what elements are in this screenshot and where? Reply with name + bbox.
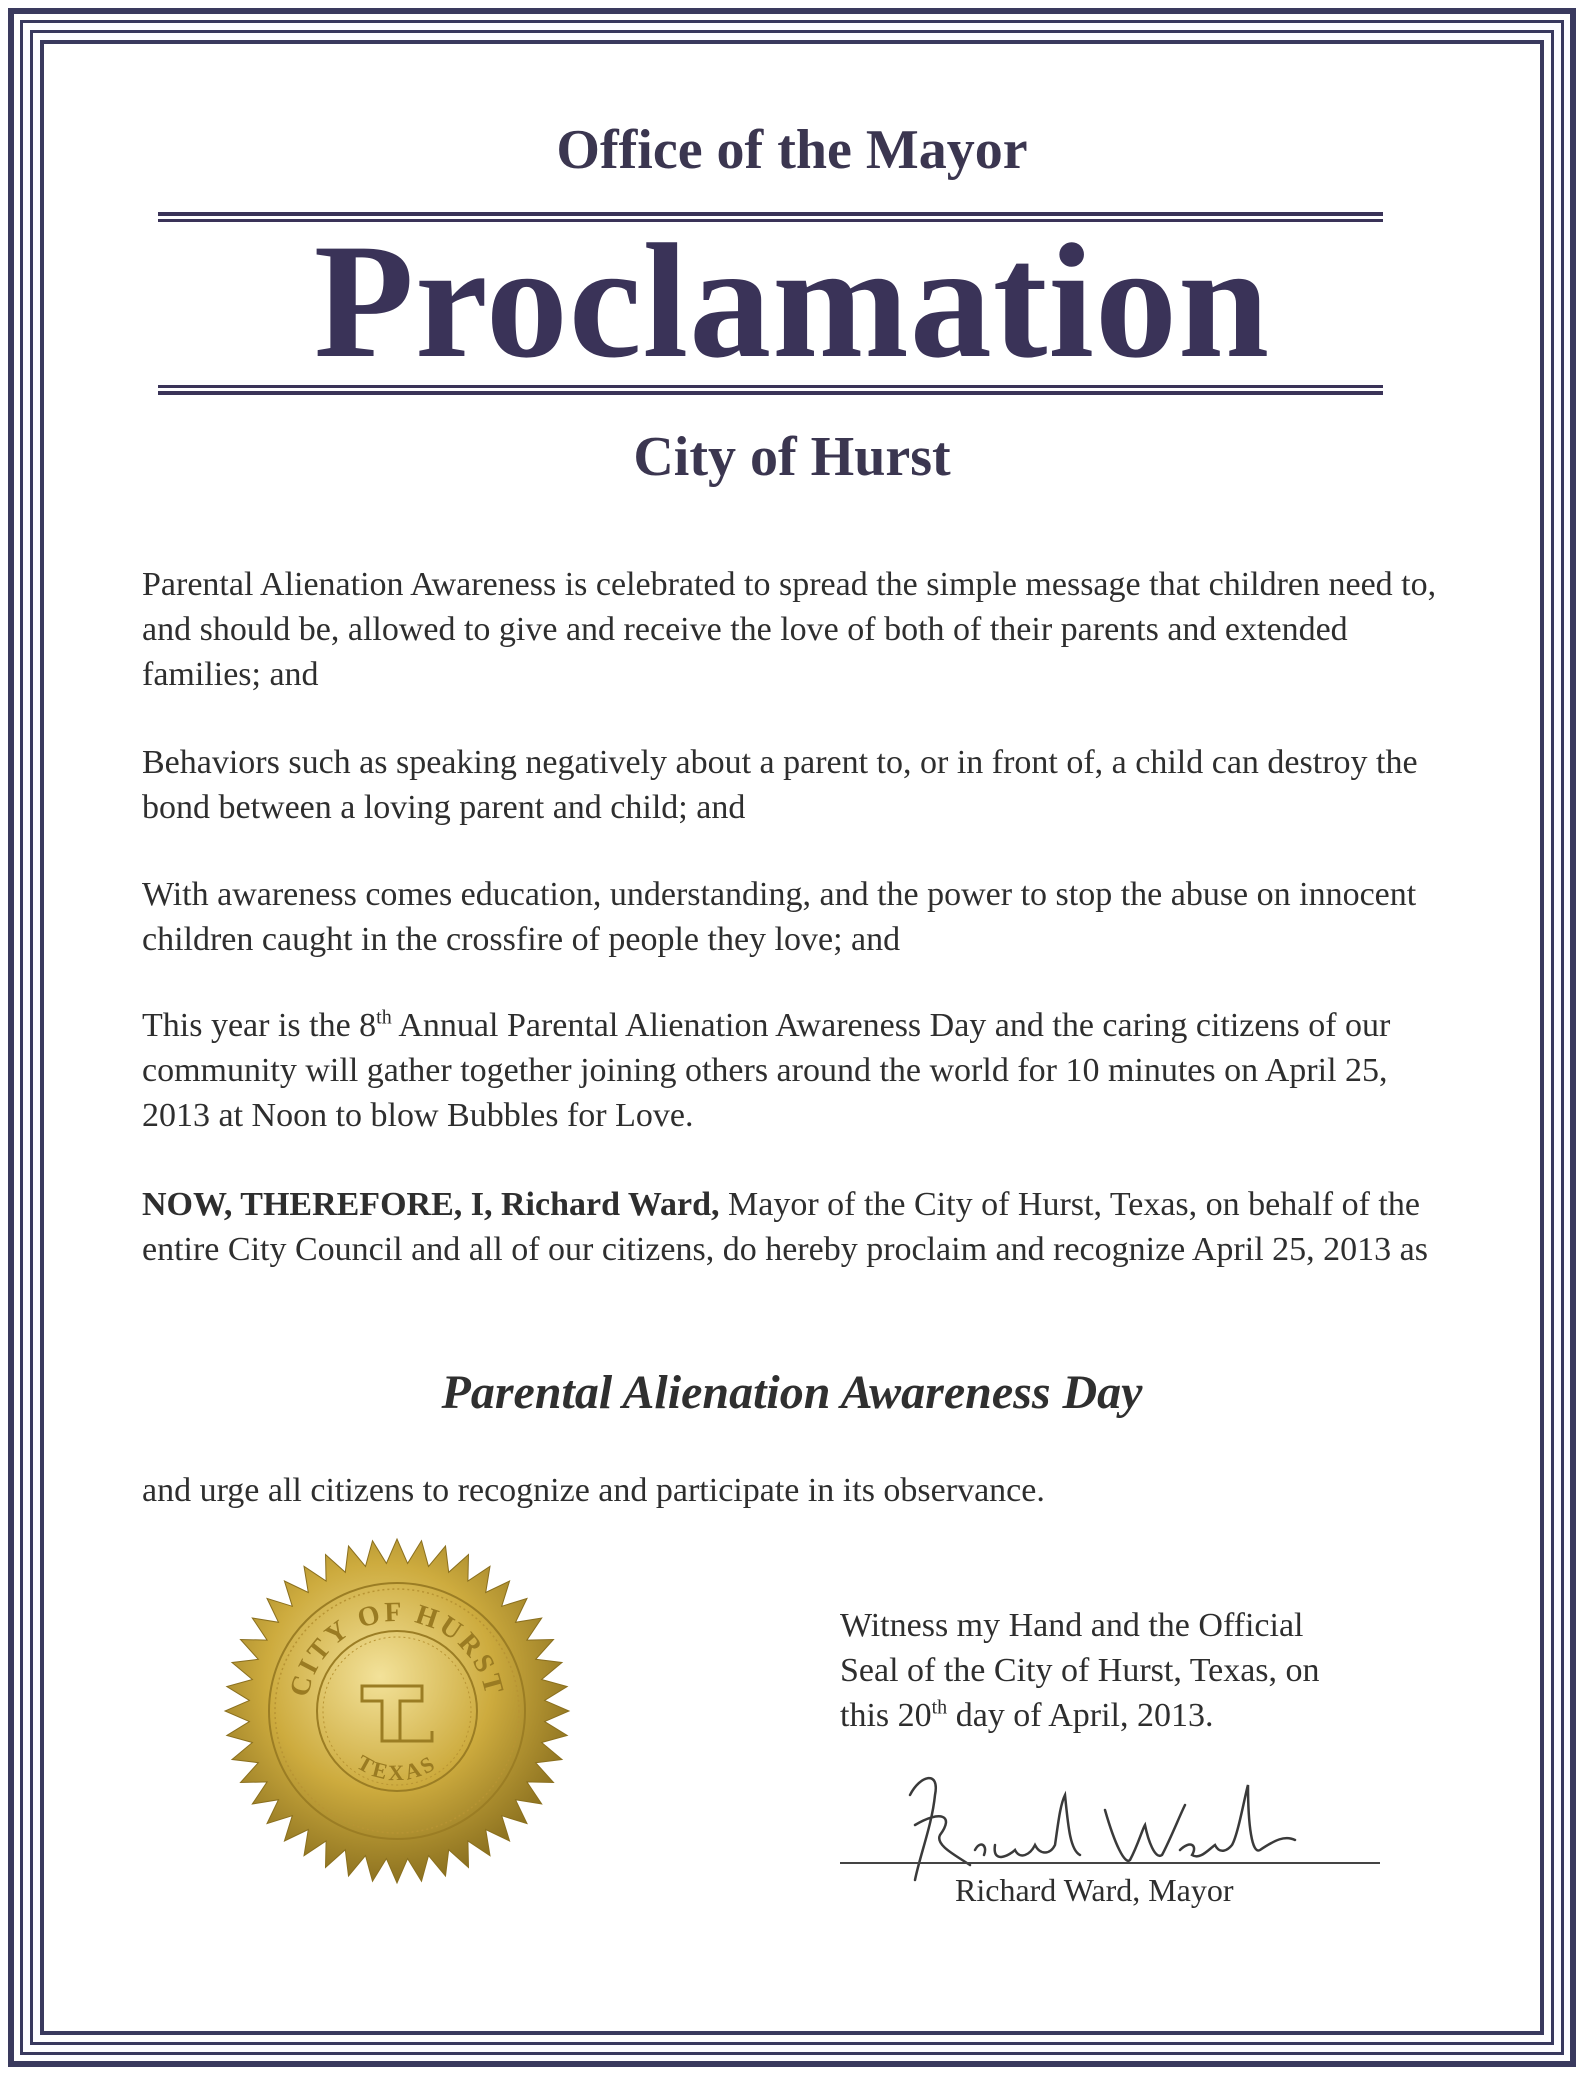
witness-line-3-b: day of April, 2013.: [947, 1697, 1214, 1734]
whereas-paragraph-3: With awareness comes education, understanding, and the power to stop the abuse on innocent children caught in the crossfire of people they love; and: [142, 876, 1417, 958]
p4-text-a: This year is the 8: [142, 1007, 377, 1044]
proclamation-title: Proclamation: [313, 211, 1271, 392]
seal-bottom-text: TEXAS: [352, 1749, 442, 1786]
witness-ordinal: th: [931, 1696, 948, 1719]
whereas-paragraph-1: Parental Alienation Awareness is celebrated to spread the simple message that children need to, and should be, allowed to give and receive the love of both of their parents and extended families; and: [142, 566, 1437, 693]
title-rule-bottom: [158, 385, 1383, 395]
witness-block: [840, 1603, 1400, 1738]
mayor-name-title: Richard Ward, Mayor: [955, 1872, 1234, 1908]
therefore-rest: Mayor of the City of Hurst, Texas, on behalf of the entire City Council and all of our citizens, do hereby proclaim and recognize April 25, 2013 as: [142, 1186, 1428, 1268]
whereas-paragraph-2: Behaviors such as speaking negatively about a parent to, or in front of, a child can destroy the bond between a loving parent and child; and: [142, 744, 1418, 826]
urge-line: and urge all citizens to recognize and participate in its observance.: [142, 1472, 1045, 1509]
witness-line-3: [840, 1693, 1400, 1738]
witness-line-3-a: this 20: [840, 1697, 932, 1734]
therefore-bold: NOW, THEREFORE, I, Richard Ward,: [142, 1186, 720, 1223]
p4-ordinal: th: [376, 1006, 392, 1029]
day-name: Parental Alienation Awareness Day: [441, 1366, 1143, 1419]
whereas-paragraph-4: [142, 1003, 1442, 1138]
city-heading: City of Hurst: [633, 426, 951, 488]
city-seal-icon: [222, 1536, 572, 1886]
therefore-paragraph: [142, 1182, 1442, 1272]
p4-text-b: Annual Parental Alienation Awareness Day and the caring citizens of our community will gather together joining others around the world for 10 minutes on April 25, 2013 at Noon to blow Bubbles for Love.: [142, 1007, 1391, 1134]
seal-top-text: CITY OF HURST: [284, 1596, 510, 1700]
office-heading: Office of the Mayor: [556, 119, 1028, 181]
witness-line-1: Witness my Hand and the Official: [840, 1607, 1304, 1644]
signature-line: [840, 1862, 1380, 1864]
witness-line-2: Seal of the City of Hurst, Texas, on: [840, 1652, 1320, 1689]
